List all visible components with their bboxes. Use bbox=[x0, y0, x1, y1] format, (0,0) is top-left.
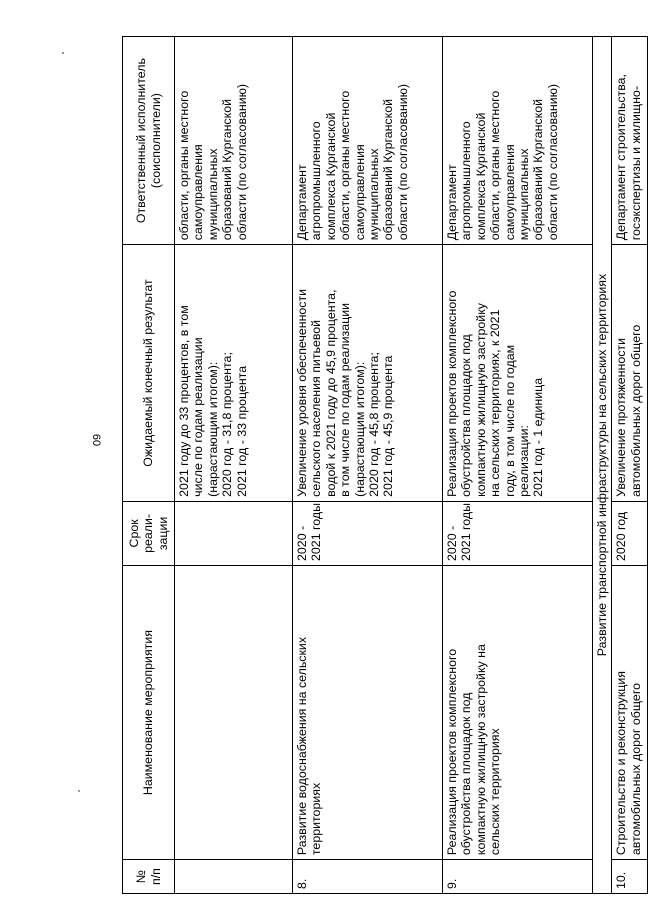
cell-num: 8. bbox=[293, 860, 443, 894]
table-row bbox=[443, 37, 593, 894]
page-number: 60 bbox=[90, 433, 102, 447]
cell-num: 10. bbox=[612, 860, 648, 894]
rotated-table-container bbox=[122, 36, 643, 894]
cell-name: Развитие водоснабжения на сельских территориях bbox=[293, 565, 443, 859]
scan-speck bbox=[78, 790, 80, 792]
table-row bbox=[612, 37, 648, 894]
cell-executor: Департамент агропромышленного комплекса Курганской области, органы местного самоуправления муниципальных образований Курганской области (по согласованию) bbox=[293, 37, 443, 245]
cell-executor: Департамент строительства, госэкспертизы и жилищно- bbox=[612, 37, 648, 245]
table-row bbox=[293, 37, 443, 894]
section-title: Развитие транспортной инфраструктуры на сельских территориях bbox=[593, 37, 612, 894]
header-name: Наименование мероприятия bbox=[123, 565, 175, 859]
section-row bbox=[593, 37, 612, 894]
header-num: № п/п bbox=[123, 860, 175, 894]
cell-executor: Департамент агропромышленного комплекса Курганской области, органы местного самоуправления муниципальных образований Курганской области (по согласованию) bbox=[443, 37, 593, 245]
cell-term: 2020 - 2021 годы bbox=[443, 501, 593, 565]
cell-result: 2021 году до 33 процентов, в том числе по годам реализации (нарастающим итогом): 2020 год - 31,8 процента; 2021 год - 33 процента bbox=[175, 245, 293, 502]
cell-num: 9. bbox=[443, 860, 593, 894]
cell-term: 2020 год bbox=[612, 501, 648, 565]
cell-result: Реализация проектов комплексного обустройства площадок под компактную жилищную застройку на сельских территориях, к 2021 году, в том числе по годам реализации: 2021 год - 1 единица bbox=[443, 245, 593, 502]
header-result: Ожидаемый конечный результат bbox=[123, 245, 175, 502]
cell-name: Строительство и реконструкция автомобильных дорог общего bbox=[612, 565, 648, 859]
cell-result: Увеличение уровня обеспеченности сельского населения питьевой водой к 2021 году до 45,9 процента, в том числе по годам реализации (нарастающим итогом): 2020 год - 45,8 процента; 2021 год - 45,9 процента bbox=[293, 245, 443, 502]
header-executor: Ответственный исполнитель (соисполнители) bbox=[123, 37, 175, 245]
scan-speck bbox=[62, 52, 64, 54]
cell-name: Реализация проектов комплексного обустройства площадок под компактную жилищную застройку на сельских территориях bbox=[443, 565, 593, 859]
cell-term: 2020 - 2021 годы bbox=[293, 501, 443, 565]
cell-name bbox=[175, 565, 293, 859]
table-row bbox=[175, 37, 293, 894]
measures-table bbox=[122, 36, 648, 894]
cell-term bbox=[175, 501, 293, 565]
table-header-row bbox=[123, 37, 175, 894]
cell-num bbox=[175, 860, 293, 894]
cell-result: Увеличение протяженности автомобильных дорог общего bbox=[612, 245, 648, 502]
header-term: Срок реали-зации bbox=[123, 501, 175, 565]
cell-executor: области, органы местного самоуправления муниципальных образований Курганской области (по согласованию) bbox=[175, 37, 293, 245]
